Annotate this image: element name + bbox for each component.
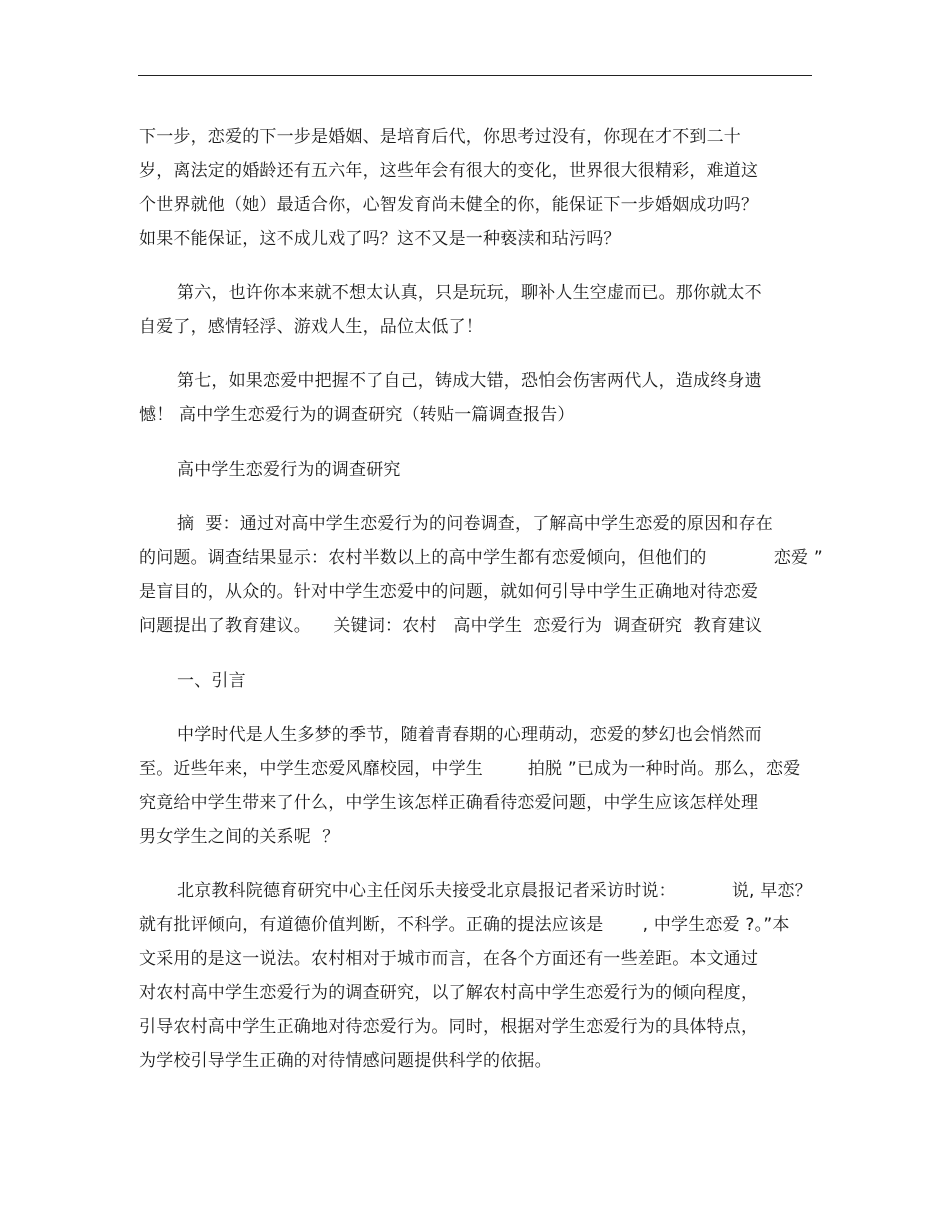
text-line: 文采用的是这一说法。农村相对于城市而言，在各个方面还有一些差距。本文通过 <box>139 949 759 969</box>
text-line: 下一步，恋爱的下一步是婚姻、是培育后代，你思考过没有，你现在才不到二十 <box>139 127 741 147</box>
text-line: 就有批评倾向，有道德价值判断，不科学。正确的提法应该是 , 中学生恋爱 ?。”本 <box>139 915 790 935</box>
text-line: 憾！ 高中学生恋爱行为的调查研究（转贴一篇调查报告） <box>139 405 575 425</box>
text-line: 中学时代是人生多梦的季节，随着青春期的心理萌动，恋爱的梦幻也会悄然而 <box>177 725 762 745</box>
text-line: 如果不能保证，这不成儿戏了吗？这不又是一种亵渎和玷污吗？ <box>139 229 621 249</box>
text-line: 是盲目的，从众的。针对中学生恋爱中的问题，就如何引导中学生正确地对待恋爱 <box>139 582 759 602</box>
text-line: 岁，离法定的婚龄还有五六年，这些年会有很大的变化，世界很大很精彩，难道这 <box>139 161 759 181</box>
text-line: 第七，如果恋爱中把握不了自己，铸成大错，恐怕会伤害两代人，造成终身遗 <box>177 371 762 391</box>
keywords-line: 问题提出了教育建议。 关键词：农村 高中学生 恋爱行为 调查研究 教育建议 <box>139 616 763 636</box>
text-line: 自爱了，感情轻浮、游戏人生，品位太低了！ <box>139 317 483 337</box>
section-heading: 一、引言 <box>177 671 246 691</box>
section-title: 高中学生恋爱行为的调查研究 <box>177 460 401 480</box>
text-line: 的问题。调查结果显示：农村半数以上的高中学生都有恋爱倾向，但他们的 恋爱 ” <box>139 548 823 568</box>
text-line: 对农村高中学生恋爱行为的调查研究，以了解农村高中学生恋爱行为的倾向程度， <box>139 983 759 1003</box>
text-line: 北京教科院德育研究中心主任闵乐夫接受北京晨报记者采访时说： 说, 早恋？ <box>177 881 812 901</box>
text-line: 究竟给中学生带来了什么，中学生该怎样正确看待恋爱问题，中学生应该怎样处理 <box>139 793 759 813</box>
text-line: 个世界就他（她）最适合你，心智发育尚未健全的你，能保证下一步婚姻成功吗？ <box>139 195 759 215</box>
text-line: 引导农村高中学生正确地对待恋爱行为。同时，根据对学生恋爱行为的具体特点， <box>139 1017 759 1037</box>
text-line: 摘 要：通过对高中学生恋爱行为的问卷调查，了解高中学生恋爱的原因和存在 <box>177 514 774 534</box>
text-line: 第六，也许你本来就不想太认真，只是玩玩，聊补人生空虚而已。那你就太不 <box>177 283 762 303</box>
header-rule <box>138 75 812 76</box>
text-line: 为学校引导学生正确的对待情感问题提供科学的依据。 <box>139 1051 552 1071</box>
text-line: 至。近些年来，中学生恋爱风靡校园，中学生 拍脱 ”已成为一种时尚。那么，恋爱 <box>139 759 801 779</box>
text-line: 男女学生之间的关系呢 ？ <box>139 827 340 847</box>
